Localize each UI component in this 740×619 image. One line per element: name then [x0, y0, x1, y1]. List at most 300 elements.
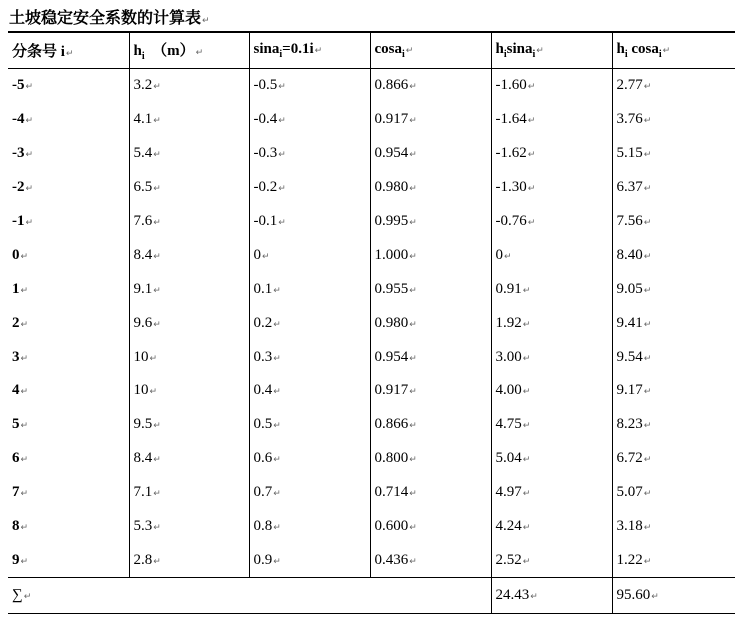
cell-value: 3	[12, 348, 20, 365]
cell-sina	[249, 543, 370, 577]
cell-sina	[249, 510, 370, 544]
table-row	[8, 238, 735, 272]
cell-value: 3.76	[616, 111, 643, 128]
cell-value: 5.4	[133, 145, 153, 162]
cell-hicosa	[612, 137, 735, 171]
cell-value: 9.54	[616, 348, 643, 365]
cell-value: 0.3	[253, 348, 273, 365]
cell-hicosa	[612, 543, 735, 577]
cell-value: -3	[12, 145, 25, 162]
paragraph-mark-icon: ↵	[409, 421, 417, 432]
paragraph-mark-icon: ↵	[278, 184, 286, 195]
cell-value: 0.9	[253, 551, 273, 568]
header-hisina	[491, 32, 612, 69]
paragraph-mark-icon: ↵	[643, 353, 652, 364]
paragraph-mark-icon: ↵	[25, 82, 34, 93]
paragraph-mark-icon: ↵	[262, 251, 270, 262]
cell-cosa	[370, 306, 491, 340]
paragraph-mark-icon: ↵	[522, 353, 531, 364]
cell-hicosa	[612, 442, 735, 476]
paragraph-mark-icon: ↵	[409, 556, 417, 567]
paragraph-mark-icon: ↵	[153, 523, 161, 534]
header-tail: cosa	[627, 41, 659, 57]
paragraph-mark-icon: ↵	[153, 489, 161, 500]
cell-hicosa	[612, 374, 735, 408]
cell-hicosa	[612, 103, 735, 137]
cell-value: 2	[12, 314, 20, 331]
paragraph-mark-icon: ↵	[153, 319, 161, 330]
cell-hicosa	[612, 205, 735, 239]
cell-value: 4	[12, 382, 20, 399]
cell-value: 8.4	[133, 450, 153, 467]
paragraph-mark-icon: ↵	[522, 489, 531, 500]
cell-value: -0.5	[253, 77, 278, 94]
cell-value: 5.3	[133, 518, 153, 535]
cell-value: 1.22	[616, 551, 643, 568]
paragraph-mark-icon: ↵	[273, 285, 281, 296]
cell-value: 8.40	[616, 246, 643, 263]
paragraph-mark-icon: ↵	[409, 184, 417, 195]
paragraph-mark-icon: ↵	[522, 556, 531, 567]
cell-cosa	[370, 171, 491, 205]
cell-value: 1	[12, 280, 20, 297]
paragraph-mark-icon: ↵	[153, 218, 161, 228]
paragraph-mark-icon: ↵	[20, 455, 29, 466]
table-row	[8, 510, 735, 544]
paragraph-mark-icon: ↵	[153, 285, 161, 296]
header-sina	[249, 32, 370, 69]
table-row	[8, 205, 735, 239]
cell-value: 4.1	[133, 111, 153, 128]
header-text: h	[133, 43, 142, 59]
header-sub: i	[624, 49, 628, 60]
cell-value: 6	[12, 450, 20, 467]
cell-value: 0	[253, 246, 261, 263]
cell-hisina	[491, 510, 612, 544]
cell-hi	[129, 340, 249, 374]
paragraph-mark-icon: ↵	[278, 82, 286, 93]
paragraph-mark-icon: ↵	[643, 184, 652, 195]
cell-value: 2.8	[133, 551, 153, 568]
cell-hisina	[491, 171, 612, 205]
cell-value: 0.91	[495, 280, 522, 297]
paragraph-mark-icon: ↵	[25, 184, 34, 195]
cell-slice-no	[8, 171, 129, 205]
paragraph-mark-icon: ↵	[278, 218, 286, 228]
cell-sina	[249, 205, 370, 239]
header-sub: i	[658, 49, 662, 60]
paragraph-mark-icon: ↵	[527, 116, 536, 127]
table-row	[8, 476, 735, 510]
paragraph-mark-icon: ↵	[273, 556, 281, 567]
paragraph-mark-icon: ↵	[409, 353, 417, 364]
paragraph-mark-icon: ↵	[643, 82, 652, 93]
cell-value: 8.4	[133, 246, 153, 263]
cell-hisina	[491, 442, 612, 476]
paragraph-mark-icon: ↵	[522, 285, 531, 296]
sum-hicosa-cell	[612, 578, 735, 614]
paragraph-mark-icon: ↵	[273, 489, 281, 500]
paragraph-mark-icon: ↵	[273, 421, 281, 432]
paragraph-mark-icon: ↵	[643, 218, 652, 228]
header-cosa	[370, 32, 491, 69]
cell-cosa	[370, 205, 491, 239]
sum-label-cell	[8, 578, 491, 614]
cell-value: 0.600	[374, 518, 409, 535]
paragraph-mark-icon: ↵	[20, 523, 29, 534]
table-row	[8, 543, 735, 577]
paragraph-mark-icon: ↵	[20, 251, 29, 262]
table-row	[8, 137, 735, 171]
cell-value: 4.00	[495, 382, 522, 399]
paragraph-mark-icon: ↵	[536, 46, 544, 56]
paragraph-mark-icon: ↵	[20, 387, 29, 398]
cell-value: 0.4	[253, 382, 273, 399]
paragraph-mark-icon: ↵	[153, 421, 161, 432]
cell-value: 7	[12, 484, 20, 501]
paragraph-mark-icon: ↵	[149, 387, 158, 398]
cell-hicosa	[612, 340, 735, 374]
table-row	[8, 272, 735, 306]
cell-value: -5	[12, 77, 25, 94]
paragraph-mark-icon: ↵	[522, 387, 531, 398]
paragraph-mark-icon: ↵	[504, 251, 512, 262]
cell-value: 9.6	[133, 314, 153, 331]
paragraph-mark-icon: ↵	[643, 150, 652, 161]
header-text: h	[495, 41, 504, 57]
cell-hisina	[491, 103, 612, 137]
cell-sina	[249, 272, 370, 306]
cell-slice-no	[8, 543, 129, 577]
paragraph-mark-icon: ↵	[405, 46, 414, 56]
cell-value: 10	[133, 382, 149, 399]
paragraph-mark-icon: ↵	[25, 116, 34, 127]
paragraph-mark-icon: ↵	[522, 455, 531, 466]
cell-value: 6.5	[133, 179, 153, 196]
cell-value: 5.15	[616, 145, 643, 162]
cell-sina	[249, 374, 370, 408]
paragraph-mark-icon: ↵	[273, 455, 281, 466]
cell-value: -1.64	[495, 111, 527, 128]
header-sub: i	[532, 49, 536, 60]
cell-value: -0.2	[253, 179, 278, 196]
cell-value: 3.2	[133, 77, 153, 94]
paragraph-mark-icon: ↵	[23, 592, 32, 603]
cell-value: 0.917	[374, 382, 409, 399]
paragraph-mark-icon: ↵	[643, 285, 652, 296]
cell-hicosa	[612, 306, 735, 340]
sum-hisina: 24.43	[495, 587, 530, 604]
cell-hi	[129, 69, 249, 103]
paragraph-mark-icon: ↵	[409, 523, 417, 534]
paragraph-mark-icon: ↵	[153, 455, 161, 466]
header-sub: i	[402, 49, 405, 60]
cell-hi	[129, 442, 249, 476]
cell-value: 0.980	[374, 314, 409, 331]
cell-cosa	[370, 543, 491, 577]
paragraph-mark-icon: ↵	[409, 489, 417, 500]
cell-value: 9	[12, 551, 20, 568]
cell-value: -2	[12, 179, 25, 196]
stability-table	[8, 31, 735, 614]
table-row	[8, 103, 735, 137]
paragraph-mark-icon: ↵	[20, 285, 29, 296]
cell-value: 0.954	[374, 348, 409, 365]
header-tail: sina	[506, 41, 533, 57]
cell-value: -0.76	[495, 213, 527, 229]
cell-slice-no	[8, 272, 129, 306]
cell-value: -0.1	[253, 213, 278, 229]
paragraph-mark-icon: ↵	[25, 150, 34, 161]
cell-hicosa	[612, 171, 735, 205]
cell-value: 1.000	[374, 246, 409, 263]
cell-value: 7.56	[616, 213, 643, 229]
cell-cosa	[370, 442, 491, 476]
header-hicosa	[612, 32, 735, 69]
paragraph-mark-icon: ↵	[409, 116, 417, 127]
paragraph-mark-icon: ↵	[278, 116, 286, 127]
cell-sina	[249, 238, 370, 272]
cell-hi	[129, 374, 249, 408]
cell-value: 10	[133, 348, 149, 365]
cell-cosa	[370, 340, 491, 374]
cell-hicosa	[612, 510, 735, 544]
paragraph-mark-icon: ↵	[149, 353, 158, 364]
cell-slice-no	[8, 510, 129, 544]
cell-value: 5	[12, 416, 20, 433]
cell-cosa	[370, 103, 491, 137]
cell-slice-no	[8, 69, 129, 103]
paragraph-mark-icon: ↵	[20, 319, 29, 330]
cell-value: 0.5	[253, 416, 273, 433]
header-text: sina	[253, 41, 280, 57]
paragraph-mark-icon: ↵	[409, 387, 417, 398]
paragraph-mark-icon: ↵	[527, 150, 536, 161]
cell-value: 0.714	[374, 484, 409, 501]
cell-hisina	[491, 205, 612, 239]
paragraph-mark-icon: ↵	[20, 353, 29, 364]
paragraph-mark-icon: ↵	[522, 319, 531, 330]
cell-value: 0.917	[374, 111, 409, 128]
cell-value: 9.41	[616, 314, 643, 331]
paragraph-mark-icon: ↵	[527, 218, 536, 228]
header-text: h	[616, 41, 625, 57]
cell-value: 4.75	[495, 416, 522, 433]
paragraph-mark-icon: ↵	[643, 116, 652, 127]
cell-value: 9.17	[616, 382, 643, 399]
header-tail: =0.1i	[282, 41, 314, 57]
cell-value: 5.04	[495, 450, 522, 467]
cell-value: 0.800	[374, 450, 409, 467]
cell-value: 1.92	[495, 314, 522, 331]
cell-value: 9.1	[133, 280, 153, 297]
sum-row	[8, 578, 735, 614]
sum-hicosa: 95.60	[616, 587, 651, 604]
table-row	[8, 69, 735, 103]
cell-cosa	[370, 137, 491, 171]
cell-cosa	[370, 510, 491, 544]
header-sub: i	[503, 49, 507, 60]
table-row	[8, 340, 735, 374]
cell-value: 3.00	[495, 348, 522, 365]
paragraph-mark-icon: ↵	[25, 218, 34, 228]
paragraph-mark-icon: ↵	[527, 184, 536, 195]
cell-hisina	[491, 238, 612, 272]
paragraph-mark-icon: ↵	[522, 523, 531, 534]
paragraph-mark-icon: ↵	[643, 387, 652, 398]
cell-value: 8.23	[616, 416, 643, 433]
cell-value: 0.955	[374, 280, 409, 297]
paragraph-mark-icon: ↵	[153, 184, 161, 195]
cell-value: -4	[12, 111, 25, 128]
cell-value: 2.77	[616, 77, 643, 94]
cell-value: 9.5	[133, 416, 153, 433]
paragraph-mark-icon: ↵	[643, 455, 652, 466]
paragraph-mark-icon: ↵	[522, 421, 531, 432]
cell-hisina	[491, 272, 612, 306]
cell-value: -1.60	[495, 77, 527, 94]
cell-sina	[249, 408, 370, 442]
cell-value: 5.07	[616, 484, 643, 501]
cell-value: 2.52	[495, 551, 522, 568]
cell-cosa	[370, 408, 491, 442]
paragraph-mark-icon: ↵	[643, 489, 652, 500]
cell-slice-no	[8, 205, 129, 239]
cell-hicosa	[612, 272, 735, 306]
cell-value: 3.18	[616, 518, 643, 535]
cell-slice-no	[8, 103, 129, 137]
paragraph-mark-icon: ↵	[409, 251, 417, 262]
cell-value: 0.6	[253, 450, 273, 467]
cell-value: 0.866	[374, 416, 409, 433]
cell-hisina	[491, 306, 612, 340]
cell-cosa	[370, 476, 491, 510]
cell-hi	[129, 103, 249, 137]
cell-sina	[249, 69, 370, 103]
cell-cosa	[370, 69, 491, 103]
title-text: 土坡稳定安全系数的计算表	[9, 8, 202, 27]
paragraph-mark-icon: ↵	[195, 48, 204, 58]
paragraph-mark-icon: ↵	[153, 82, 161, 93]
cell-value: -0.4	[253, 111, 278, 128]
cell-value: 0.8	[253, 518, 273, 535]
cell-value: 0.995	[374, 213, 409, 229]
table-row	[8, 306, 735, 340]
cell-hicosa	[612, 69, 735, 103]
cell-value: -1.62	[495, 145, 527, 162]
cell-hisina	[491, 543, 612, 577]
cell-value: 8	[12, 518, 20, 535]
cell-hisina	[491, 137, 612, 171]
cell-value: 0.1	[253, 280, 273, 297]
paragraph-mark-icon: ↵	[65, 49, 74, 59]
cell-value: 9.05	[616, 280, 643, 297]
header-tail: （m）	[144, 43, 195, 59]
cell-sina	[249, 137, 370, 171]
paragraph-mark-icon: ↵	[662, 46, 671, 56]
cell-cosa	[370, 272, 491, 306]
header-sub: i	[279, 49, 283, 60]
cell-sina	[249, 171, 370, 205]
cell-hicosa	[612, 408, 735, 442]
paragraph-mark-icon: ↵	[643, 319, 652, 330]
cell-hi	[129, 205, 249, 239]
paragraph-mark-icon: ↵	[202, 16, 210, 26]
cell-slice-no	[8, 238, 129, 272]
cell-value: 0.954	[374, 145, 409, 162]
table-title	[9, 5, 210, 28]
paragraph-mark-icon: ↵	[409, 82, 417, 93]
sum-hisina-cell	[491, 578, 612, 614]
paragraph-mark-icon: ↵	[314, 46, 323, 56]
paragraph-mark-icon: ↵	[527, 82, 536, 93]
header-text: cosa	[374, 41, 402, 57]
paragraph-mark-icon: ↵	[153, 116, 161, 127]
cell-value: 0.7	[253, 484, 273, 501]
paragraph-mark-icon: ↵	[409, 455, 417, 466]
cell-value: 4.97	[495, 484, 522, 501]
cell-hisina	[491, 374, 612, 408]
paragraph-mark-icon: ↵	[409, 218, 417, 228]
table-row	[8, 374, 735, 408]
paragraph-mark-icon: ↵	[273, 319, 281, 330]
cell-sina	[249, 306, 370, 340]
paragraph-mark-icon: ↵	[643, 421, 652, 432]
sum-label: ∑	[12, 587, 23, 604]
paragraph-mark-icon: ↵	[273, 353, 281, 364]
cell-slice-no	[8, 137, 129, 171]
cell-slice-no	[8, 340, 129, 374]
paragraph-mark-icon: ↵	[153, 251, 161, 262]
paragraph-mark-icon: ↵	[530, 592, 538, 603]
cell-hi	[129, 510, 249, 544]
paragraph-mark-icon: ↵	[643, 556, 652, 567]
cell-hisina	[491, 69, 612, 103]
cell-value: 0	[495, 246, 503, 263]
paragraph-mark-icon: ↵	[643, 251, 652, 262]
cell-slice-no	[8, 408, 129, 442]
cell-value: 0.866	[374, 77, 409, 94]
header-text: 分条号 i	[12, 44, 65, 60]
header-row	[8, 32, 735, 69]
cell-cosa	[370, 374, 491, 408]
table-body	[8, 32, 735, 614]
cell-slice-no	[8, 306, 129, 340]
paragraph-mark-icon: ↵	[409, 150, 417, 161]
cell-value: -1.30	[495, 179, 527, 196]
cell-hi	[129, 306, 249, 340]
cell-slice-no	[8, 374, 129, 408]
table-row	[8, 442, 735, 476]
cell-hi	[129, 476, 249, 510]
cell-slice-no	[8, 476, 129, 510]
cell-hi	[129, 408, 249, 442]
cell-sina	[249, 476, 370, 510]
header-hi	[129, 32, 249, 69]
paragraph-mark-icon: ↵	[20, 556, 29, 567]
cell-value: 0.2	[253, 314, 273, 331]
table-row	[8, 171, 735, 205]
paragraph-mark-icon: ↵	[409, 285, 417, 296]
paragraph-mark-icon: ↵	[651, 592, 659, 603]
paragraph-mark-icon: ↵	[153, 556, 161, 567]
paragraph-mark-icon: ↵	[153, 150, 161, 161]
cell-hi	[129, 272, 249, 306]
cell-hi	[129, 238, 249, 272]
paragraph-mark-icon: ↵	[273, 523, 281, 534]
cell-hisina	[491, 408, 612, 442]
cell-cosa	[370, 238, 491, 272]
